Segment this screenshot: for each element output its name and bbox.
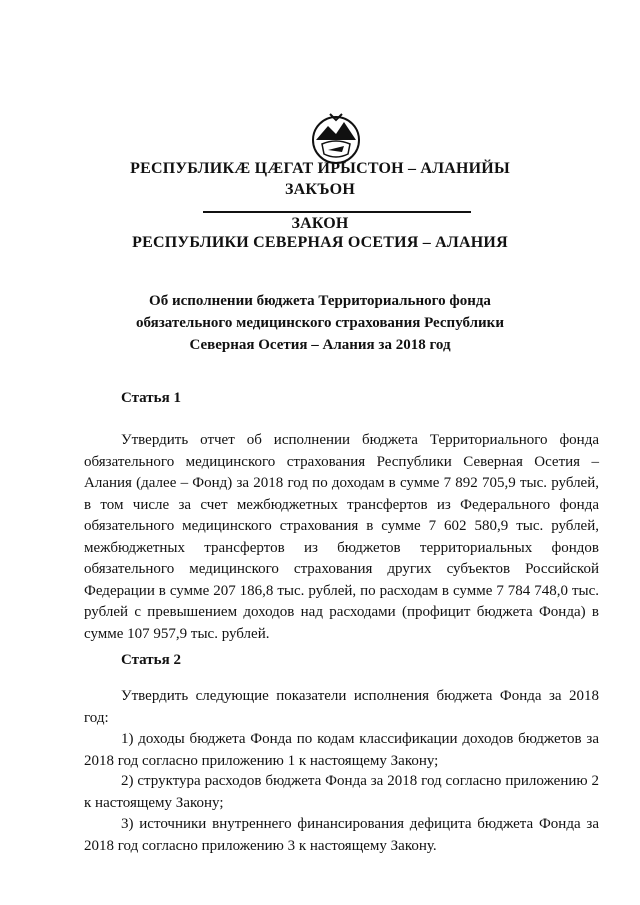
law-title: Об исполнении бюджета Территориального фонда обязательного медицинского страхования Республики Северная Осетия – Алания за 2018 год: [136, 293, 504, 353]
header-republic: РЕСПУБЛИКИ СЕВЕРНАЯ ОСЕТИЯ – АЛАНИЯ: [132, 234, 508, 251]
header-law: ЗАКОН: [291, 215, 349, 232]
header-ossetian-law: ЗАКЪОН: [285, 181, 355, 198]
article-2-item-2: 2) структура расходов бюджета Фонда за 2018 год согласно приложению 2 к настоящему Закону;: [84, 773, 599, 811]
article-1-text: Утвердить отчет об исполнении бюджета Территориального фонда обязательного медицинского страхования Республики Северная Осетия – Алания (далее – Фонд) за 2018 год по доходам в сумме 7 892 705,9 тыс. рублей, в том числе за счет межбюджетных трансфертов из Федерального фонда обязательного медицинского страхования в сумме 7 602 580,9 тыс. рублей, межбюджетных трансфертов из бюджетов территориальных фондов обязательного медицинского страхования других субъектов Российской Федерации в сумме 207 186,8 тыс. рублей, по расходам в сумме 7 784 748,0 тыс. рублей с превышением доходов над расходами (профицит бюджета Фонда) в сумме 107 957,9 тыс. рублей.: [84, 432, 599, 642]
article-2-item-1: 1) доходы бюджета Фонда по кодам классификации доходов бюджетов за 2018 год согласно приложению 1 к настоящему Закону;: [84, 731, 599, 769]
article-2-heading: Статья 2: [121, 652, 181, 668]
article-2-item-3: 3) источники внутреннего финансирования дефицита бюджета Фонда за 2018 год согласно приложению 3 к настоящему Закону.: [84, 816, 599, 854]
header-ossetian-republic: РЕСПУБЛИКÆ ЦÆГАТ ИРЫСТОН – АЛАНИЙЫ: [130, 160, 510, 177]
header-divider: [203, 211, 471, 213]
article-1-heading: Статья 1: [121, 390, 181, 406]
article-2-intro: Утвердить следующие показатели исполнения бюджета Фонда за 2018 год:: [84, 688, 599, 726]
coat-of-arms-emblem: [308, 110, 364, 166]
